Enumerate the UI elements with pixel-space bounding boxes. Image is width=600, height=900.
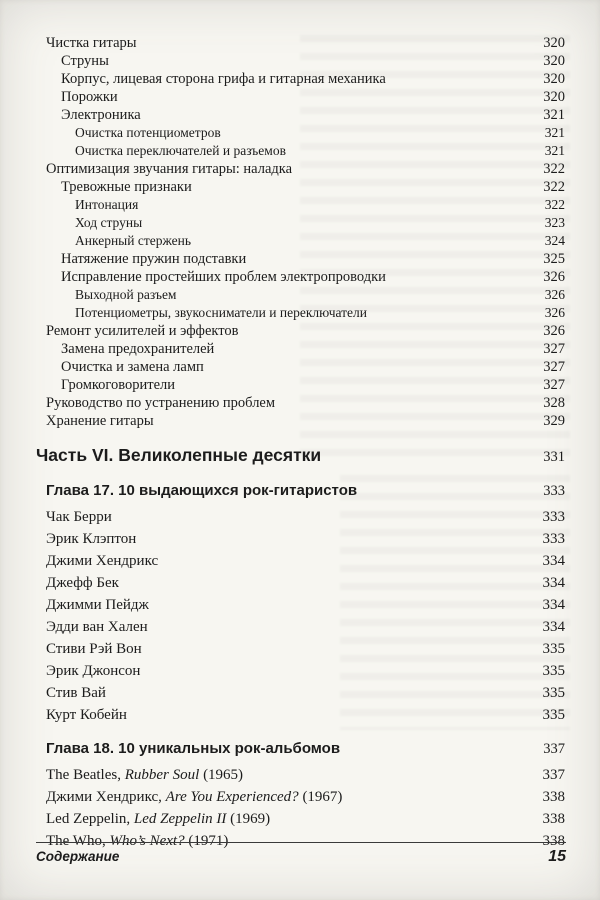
toc-entry	[46, 660, 565, 682]
toc-entry-title: Оптимизация звучания гитары: наладка	[46, 161, 293, 177]
toc-entry-title: Эрик Джонсон	[46, 663, 141, 679]
toc-entry-page: 334	[542, 597, 565, 613]
toc-entry	[46, 616, 565, 638]
toc-entry	[46, 106, 565, 124]
toc-entry	[46, 286, 565, 304]
toc-entry-page: 322	[543, 161, 565, 177]
toc-entry-title: Часть VI. Великолепные десятки	[36, 445, 322, 465]
toc-entry-page: 338	[542, 811, 565, 827]
toc-entry-title: Интонация	[75, 197, 139, 212]
toc-entry-page: 320	[543, 71, 565, 87]
toc-entry-page: 335	[542, 663, 565, 679]
toc-part-heading	[36, 445, 565, 468]
toc-entry-page: 326	[544, 305, 565, 320]
footer-page-number: 15	[548, 848, 566, 865]
toc-entry	[46, 214, 565, 232]
toc-entry-title: Ремонт усилителей и эффектов	[46, 323, 239, 339]
toc-entry-page: 325	[543, 251, 565, 267]
toc-entry-page: 334	[542, 553, 565, 569]
page-footer	[36, 842, 566, 866]
toc-entry	[46, 196, 565, 214]
toc-entry-page: 328	[543, 395, 565, 411]
toc-entry	[46, 340, 565, 358]
toc-entry-page: 326	[543, 269, 565, 285]
toc-entry-title: Led Zeppelin, Led Zeppelin II (1969)	[46, 811, 271, 827]
toc-entry	[46, 594, 565, 616]
toc-entry-title: Джефф Бек	[46, 575, 119, 591]
toc-entry-title: Тревожные признаки	[61, 179, 192, 195]
toc-entry-title: Анкерный стержень	[75, 233, 191, 248]
toc-entry	[46, 572, 565, 594]
toc-entry-title: Исправление простейших проблем электропроводки	[61, 269, 386, 285]
toc-entry-title: Стив Вай	[46, 685, 106, 701]
toc-entry-page: 320	[543, 53, 565, 69]
toc-entry-page: 335	[542, 685, 565, 701]
toc-entry-page: 321	[543, 107, 565, 123]
toc-entry-title: The Beatles, Rubber Soul (1965)	[46, 767, 244, 783]
toc-entry-title: Хранение гитары	[46, 413, 154, 429]
toc-entry	[46, 34, 565, 52]
toc-entry-title: Эдди ван Хален	[46, 619, 148, 635]
toc-entry-title: The Who, Who’s Next? (1971)	[46, 833, 229, 849]
toc-entry	[46, 550, 565, 572]
toc-entry-page: 337	[542, 767, 565, 783]
toc-entry	[46, 322, 565, 340]
toc-entry	[46, 394, 565, 412]
toc-entry-page: 333	[542, 509, 565, 525]
toc-entry-title: Ход струны	[75, 215, 143, 230]
toc-entry-title: Джими Хендрикс, Are You Experienced? (1967)	[46, 789, 343, 805]
toc-entry-page: 323	[544, 215, 565, 230]
toc-entry-page: 333	[543, 483, 565, 499]
toc-entry-title: Джимми Пейдж	[46, 597, 149, 613]
toc-entry-title: Глава 17. 10 выдающихся рок-гитаристов	[46, 482, 358, 499]
toc-entry	[46, 70, 565, 88]
toc-entry	[46, 704, 565, 726]
toc-chapter-heading	[46, 739, 565, 759]
toc-entry-title: Электроника	[61, 107, 141, 123]
toc-entry-page: 329	[543, 413, 565, 429]
toc-entry-page: 327	[543, 359, 565, 375]
toc-entry-page: 333	[542, 531, 565, 547]
toc-entry-page: 335	[542, 707, 565, 723]
toc-entry-page: 320	[543, 89, 565, 105]
toc-entry	[46, 682, 565, 704]
toc-entry-title: Чак Берри	[46, 509, 112, 525]
toc-entry-page: 321	[544, 143, 565, 158]
toc-entry-title: Очистка потенциометров	[75, 125, 221, 140]
toc-entry-page: 331	[543, 449, 565, 465]
toc-entry	[46, 786, 565, 808]
toc-entry-title: Порожки	[61, 89, 118, 105]
toc-entry	[46, 142, 565, 160]
toc-entry	[46, 124, 565, 142]
toc-entry-title: Чистка гитары	[46, 35, 137, 51]
toc-entry	[46, 52, 565, 70]
toc-entry-page: 321	[544, 125, 565, 140]
toc-entry-page: 337	[543, 741, 565, 757]
toc-entry-page: 327	[543, 377, 565, 393]
toc-entry-title: Струны	[61, 53, 109, 69]
toc-entry-page: 338	[542, 789, 565, 805]
toc-entry-title: Замена предохранителей	[61, 341, 215, 357]
toc-entry-title: Очистка переключателей и разъемов	[75, 143, 286, 158]
toc-entry	[46, 412, 565, 430]
toc-entry-title: Глава 18. 10 уникальных рок-альбомов	[46, 740, 341, 757]
toc-entry-title: Натяжение пружин подставки	[61, 251, 247, 267]
toc-entry	[46, 178, 565, 196]
toc-entry-page: 322	[543, 179, 565, 195]
toc-entry	[46, 250, 565, 268]
toc-entry-title: Потенциометры, звукосниматели и переключатели	[75, 305, 367, 320]
toc-entry-page: 322	[544, 197, 565, 212]
toc-entry	[46, 358, 565, 376]
toc-entry-page: 335	[542, 641, 565, 657]
toc-entry	[46, 268, 565, 286]
toc-entry-page: 334	[542, 575, 565, 591]
toc-entry-title: Очистка и замена ламп	[61, 359, 204, 375]
toc-chapter-heading	[46, 481, 565, 501]
toc-entry-page: 320	[543, 35, 565, 51]
toc-entry-page: 338	[542, 833, 565, 849]
footer-section-label: Содержание	[36, 849, 120, 864]
toc-entry	[46, 506, 565, 528]
toc-entry-title: Джими Хендрикс	[46, 553, 159, 569]
toc-entry	[46, 764, 565, 786]
toc-entry-page: 327	[543, 341, 565, 357]
toc-entry-page: 326	[543, 323, 565, 339]
toc-entry	[46, 638, 565, 660]
toc-entry-page: 334	[542, 619, 565, 635]
toc-entry	[46, 88, 565, 106]
toc-entry-page: 326	[544, 287, 565, 302]
toc-entry-title: Корпус, лицевая сторона грифа и гитарная механика	[61, 71, 386, 87]
toc-entry	[46, 304, 565, 322]
toc-entry-title: Стиви Рэй Вон	[46, 641, 142, 657]
toc-list	[36, 34, 565, 852]
toc-entry-title: Руководство по устранению проблем	[46, 395, 276, 411]
toc-entry	[46, 376, 565, 394]
toc-entry	[46, 808, 565, 830]
toc-entry	[46, 232, 565, 250]
toc-entry-title: Курт Кобейн	[46, 707, 127, 723]
toc-entry	[46, 160, 565, 178]
toc-entry-title: Громкоговорители	[61, 377, 176, 393]
toc-entry-title: Выходной разъем	[75, 287, 177, 302]
toc-entry-title: Эрик Клэптон	[46, 531, 137, 547]
toc-entry-page: 324	[544, 233, 565, 248]
toc-entry	[46, 528, 565, 550]
